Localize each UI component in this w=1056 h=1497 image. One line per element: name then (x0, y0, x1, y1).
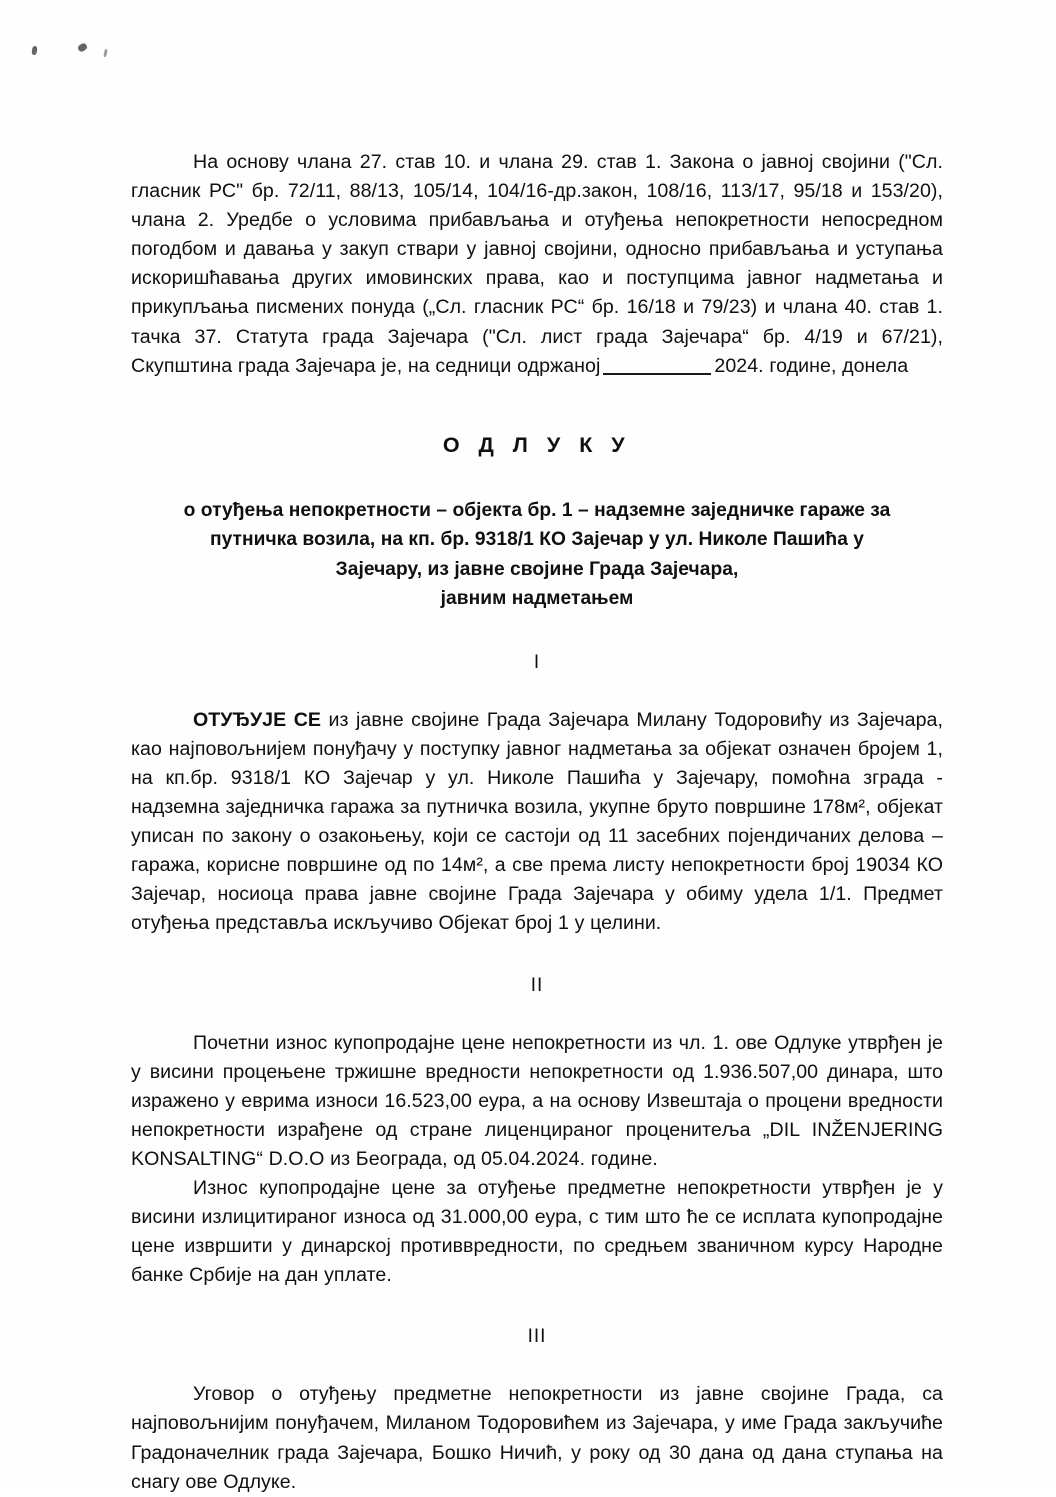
scan-artifact-icon (77, 42, 88, 53)
section-numeral-3: III (527, 1326, 547, 1348)
section-1-lead-bold: ОТУЂУЈЕ СЕ (193, 708, 322, 731)
document-title: О Д Л У К У (442, 432, 632, 457)
section-2-paragraph-2-text: Износ купопродајне цене за отуђење предметне непокретности утврђен је у висини излицитираног износа од 31.000,00 еура, с тим што ће се исплата купопродајне цене извршити у динарској противвредности, по средњем званичном курсу Народне банке Србије на дан уплате. (131, 1176, 943, 1287)
section-3-paragraph-1 (131, 1380, 943, 1496)
section-1-paragraph-1 (131, 706, 943, 939)
document-body (131, 148, 943, 1497)
preamble-text: На основу члана 27. став 10. и члана 29. став 1. Закона о јавној својини ("Сл. гласник РС" бр. 72/11, 88/13, 105/14, 104/16-др.закон, 108/16, 113/17, 95/18 и 153/20), члана 2. Уредбе о условима прибављања и отуђења непокретности непосредном погодбом и давања у закуп ствари у јавној својини, односно прибављања и уступања искоришћавања других имовинских права, као и поступцима јавног надметања и прикупљања писмених понуда („Сл. гласник РС“ бр. 16/18 и 79/23) и члана 40. став 1. тачка 37. Статута града Зајечара ("Сл. лист града Зајечара“ бр. 4/19 и 67/21), Скупштина града Зајечара је, на седници одржаној (131, 151, 943, 377)
scan-artifact-icon (103, 49, 108, 57)
preamble-text-after-blank: 2024. године, донела (714, 354, 909, 377)
section-2-paragraph-1-text: Почетни износ купопродајне цене непокретности из чл. 1. ове Одлуке утврђен је у висини процењене тржишне вредности непокретности од 1.936.507,00 динара, што изражено у еврима износи 16.523,00 еура, а на основу Извештаја о процени вредности непокретности израђене од стране лиценцираног проценитеља „DIL INŽENJERING KONSALTING“ D.O.O из Београда, од 05.04.2024. године. (131, 1031, 943, 1170)
section-numeral-1: I (533, 651, 541, 673)
section-numeral-2: II (530, 974, 544, 996)
subtitle-line: путничка возила, на кп. бр. 9318/1 КО Зајечар у ул. Николе Пашића у (209, 529, 865, 551)
preamble-paragraph (131, 148, 943, 381)
scan-artifact-icon (31, 46, 37, 56)
document-subtitle (131, 496, 943, 614)
section-1-paragraph-1-text: из јавне својине Града Зајечара Милану Тодоровићу из Зајечара, као најповољнијем понуђачу у поступку јавног надметања за објекат означен бројем 1, на кп.бр. 9318/1 КО Зајечар у ул. Николе Пашића у Зајечару, помоћна зграда - надземна заједничка гаража за путничка возила, укупне бруто површине 178м², објекат уписан по закону о озакоњењу, који се састоји од 11 засебних појендичаних делова – гаража, корисне површине од по 14м², а све према листу непокретности број 19034 КО Зајечар, носиоца права јавне својине Града Зајечара у обиму удела 1/1. Предмет отуђења представља искључиво Објекат број 1 у целини. (131, 708, 943, 935)
subtitle-line: Зајечару, из јавне својине Града Зајечара, (335, 558, 739, 580)
date-blank-field[interactable] (603, 373, 711, 375)
section-2-paragraph-2 (131, 1174, 943, 1290)
section-2-paragraph-1 (131, 1029, 943, 1174)
subtitle-line: о отуђења непокретности – објекта бр. 1 – надземне заједничке гараже за (183, 499, 891, 521)
subtitle-line: јавним надметањем (440, 588, 634, 610)
section-3-paragraph-1-text: Уговор о отуђењу предметне непокретности из јавне својине Града, са најповољнијим понуђачем, Миланом Тодоровићем из Зајечара, у име Града закључиће Градоначелник града Зајечара, Бошко Ничић, у року од 30 дана од дана ступања на снагу ове Одлуке. (131, 1383, 943, 1493)
